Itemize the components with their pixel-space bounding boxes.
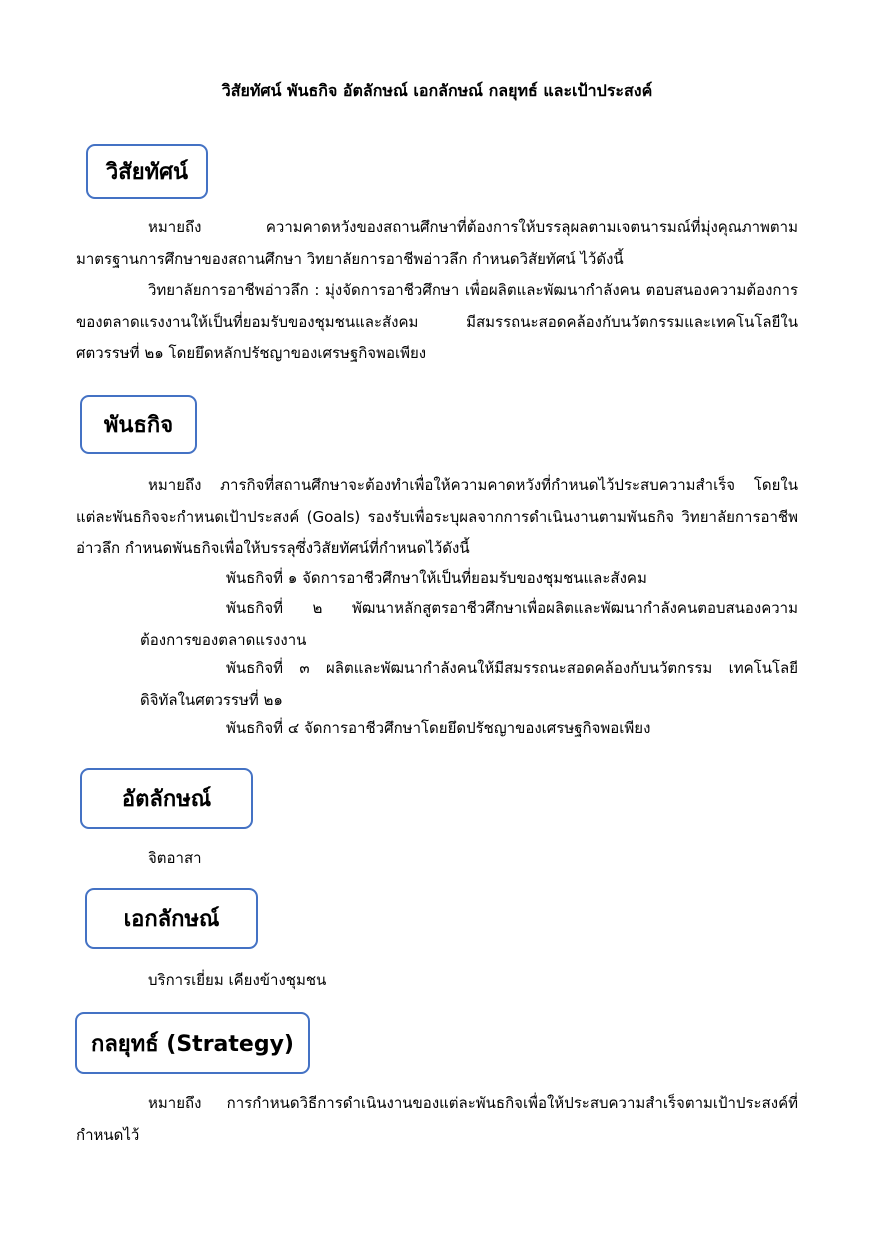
vision-heading-box: [86, 144, 208, 199]
mission-item-2: พันธกิจที่ ๒ พัฒนาหลักสูตรอาชีวศึกษาเพื่อผลิตและพัฒนากำลังคนตอบสนองความต้องการของตลาดแรงงาน: [140, 599, 798, 649]
mission-heading: พันธกิจ: [103, 413, 174, 438]
vision-definition: หมายถึง ความคาดหวังของสถานศึกษาที่ต้องการให้บรรลุผลตามเจตนารมณ์ที่มุ่งคุณภาพตามมาตรฐานการศึกษาของสถานศึกษา วิทยาลัยการอาชีพอ่าวลึก กำหนดวิสัยทัศน์ ไว้ดังนี้: [76, 218, 798, 268]
mission-heading-box: [80, 395, 197, 454]
strategy-heading: กลยุทธ์ (Strategy): [91, 1031, 294, 1057]
vision-statement: วิทยาลัยการอาชีพอ่าวลึก : มุ่งจัดการอาชีวศึกษา เพื่อผลิตและพัฒนากำลังคน ตอบสนองความต้องการของตลาดแรงงานให้เป็นที่ยอมรับของชุมชนและสังคม มีสมรรถนะสอดคล้องกับนวัตกรรมและเทคโนโลยีในศตวรรษที่ ๒๑ โดยยึดหลักปรัชญาของเศรษฐกิจพอเพียง: [76, 281, 798, 362]
identity-heading-box: [80, 768, 253, 829]
identity-text: จิตอาสา: [148, 849, 202, 867]
uniqueness-heading-box: [85, 888, 258, 949]
uniqueness-text: บริการเยี่ยม เคียงข้างชุมชน: [148, 971, 327, 989]
strategy-definition: หมายถึง การกำหนดวิธีการดำเนินงานของแต่ละพันธกิจเพื่อให้ประสบความสำเร็จตามเป้าประสงค์ที่กำหนดไว้: [76, 1094, 798, 1144]
mission-item-1: พันธกิจที่ ๑ จัดการอาชีวศึกษาให้เป็นที่ยอมรับของชุมชนและสังคม: [226, 569, 647, 587]
mission-definition: หมายถึง ภารกิจที่สถานศึกษาจะต้องทำเพื่อให้ความคาดหวังที่กำหนดไว้ประสบความสำเร็จ โดยในแต่ละพันธกิจจะกำหนดเป้าประสงค์ (Goals) รองรับเพื่อระบุผลจากการดำเนินงานตามพันธกิจ วิทยาลัยการอาชีพอ่าวลึก กำหนดพันธกิจเพื่อให้บรรลุซึ่งวิสัยทัศน์ที่กำหนดไว้ดังนี้: [76, 476, 798, 557]
uniqueness-heading: เอกลักษณ์: [123, 907, 220, 932]
mission-item-3: พันธกิจที่ ๓ ผลิตและพัฒนากำลังคนให้มีสมรรถนะสอดคล้องกับนวัตกรรม เทคโนโลยีดิจิทัลในศตวรรษที่ ๒๑: [140, 659, 798, 709]
vision-heading: วิสัยทัศน์: [105, 160, 189, 185]
strategy-heading-box: [75, 1012, 310, 1074]
page-title: วิสัยทัศน์ พันธกิจ อัตลักษณ์ เอกลักษณ์ กลยุทธ์ และเป้าประสงค์: [221, 81, 653, 100]
mission-item-4: พันธกิจที่ ๔ จัดการอาชีวศึกษาโดยยึดปรัชญาของเศรษฐกิจพอเพียง: [226, 719, 651, 737]
identity-heading: อัตลักษณ์: [121, 787, 212, 812]
